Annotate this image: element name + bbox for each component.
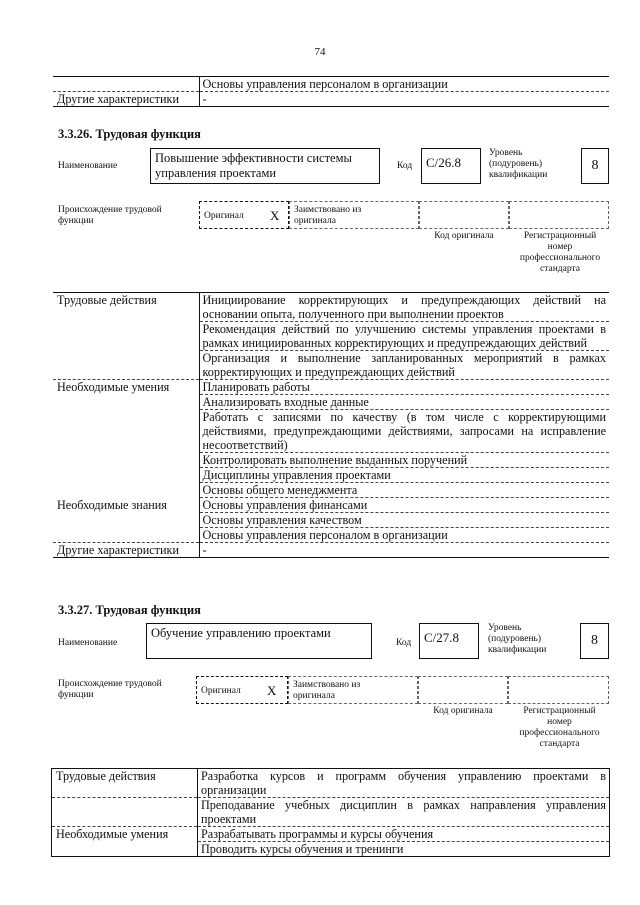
function-name: Обучение управлению проектами [146,623,372,659]
code-label: Код [396,638,412,648]
function-code: С/27.8 [419,623,479,659]
function-code: С/26.8 [421,148,481,184]
original-label: Оригинал [204,211,244,221]
row-label [53,395,199,410]
row-label: Необходимые умения [52,827,198,842]
reg-number-cell [508,676,609,704]
row-value: Планировать работы [199,380,609,395]
row-label [53,410,199,453]
name-label: Наименование [58,638,118,648]
borrowed-label: Заимствовано из оригинала [293,680,361,701]
row-label: Другие характеристики [53,92,199,107]
function-table-26 [53,292,609,558]
row-label: Необходимые знания [53,468,199,543]
row-value: Организация и выполнение запланированных мероприятий в рамках корректирующих и предупреждающих действий [199,351,609,380]
code-label: Код [397,161,413,171]
original-cell [196,676,288,704]
reg-number-cell [509,201,609,229]
row-label [53,351,199,380]
origin-label: Происхождение трудовой функции [58,205,162,226]
level-label: Уровень (подуровень) квалификации [489,148,548,180]
qualification-level: 8 [580,623,609,659]
function-table-27 [51,768,610,857]
section-title: 3.3.26. Трудовая функция [58,127,201,141]
origin-label: Происхождение трудовой функции [58,679,162,700]
row-label [53,322,199,351]
page-number: 74 [314,46,326,58]
original-mark: X [270,208,280,223]
row-value: Рекомендация действий по улучшению системы управления проектами в рамках инициированных корректирующих и предупреждающих действий [199,322,609,351]
original-label: Оригинал [201,686,241,696]
row-value: Контролировать выполнение выданных поручений [199,453,609,468]
row-value: Основы управления персоналом в организации [199,77,609,92]
orig-code-cell [419,201,509,229]
row-label: Трудовые действия [52,769,198,798]
row-value: Разработка курсов и программ обучения управлению проектами в организации [198,769,610,798]
borrowed-cell [289,201,419,229]
row-value: - [199,543,609,558]
row-label [53,77,199,92]
function-name: Повышение эффективности системы управления проектами [150,148,380,184]
row-value: Основы управления персоналом в организации [199,528,609,543]
section-title: 3.3.27. Трудовая функция [58,603,201,617]
qualification-level: 8 [581,148,609,184]
reg-number-label: Регистрационный номер профессионального стандарта [519,231,601,274]
row-value: Основы управления качеством [199,513,609,528]
borrowed-label: Заимствовано из оригинала [294,205,362,226]
row-label [52,842,198,857]
row-value: Работать с записями по качеству (в том числе с корректирующими действиями, предупреждающими действиями, запросами на исправление несоответствий) [199,410,609,453]
top-table [53,76,609,107]
row-value: Разрабатывать программы и курсы обучения [198,827,610,842]
reg-number-label: Регистрационный номер профессионального стандарта [519,706,600,749]
orig-code-label: Код оригинала [433,706,493,716]
row-value: - [199,92,609,107]
original-mark: X [267,683,277,698]
row-value: Анализировать входные данные [199,395,609,410]
orig-code-cell [418,676,508,704]
orig-code-label: Код оригинала [434,231,494,241]
name-label: Наименование [58,161,118,171]
row-value: Основы общего менеджмента [199,483,609,498]
row-label: Необходимые умения [53,380,199,395]
row-value: Инициирование корректирующих и предупреждающих действий на основании опыта, полученного при выполнении проектов [199,293,609,322]
row-value: Дисциплины управления проектами [199,468,609,483]
row-label: Трудовые действия [53,293,199,322]
row-label: Другие характеристики [53,543,199,558]
original-cell [199,201,289,229]
row-value: Проводить курсы обучения и тренинги [198,842,610,857]
borrowed-cell [288,676,418,704]
row-value: Основы управления финансами [199,498,609,513]
row-label [52,798,198,827]
row-value: Преподавание учебных дисциплин в рамках направления управления проектами [198,798,610,827]
level-label: Уровень (подуровень) квалификации [488,623,547,655]
row-label [53,453,199,468]
